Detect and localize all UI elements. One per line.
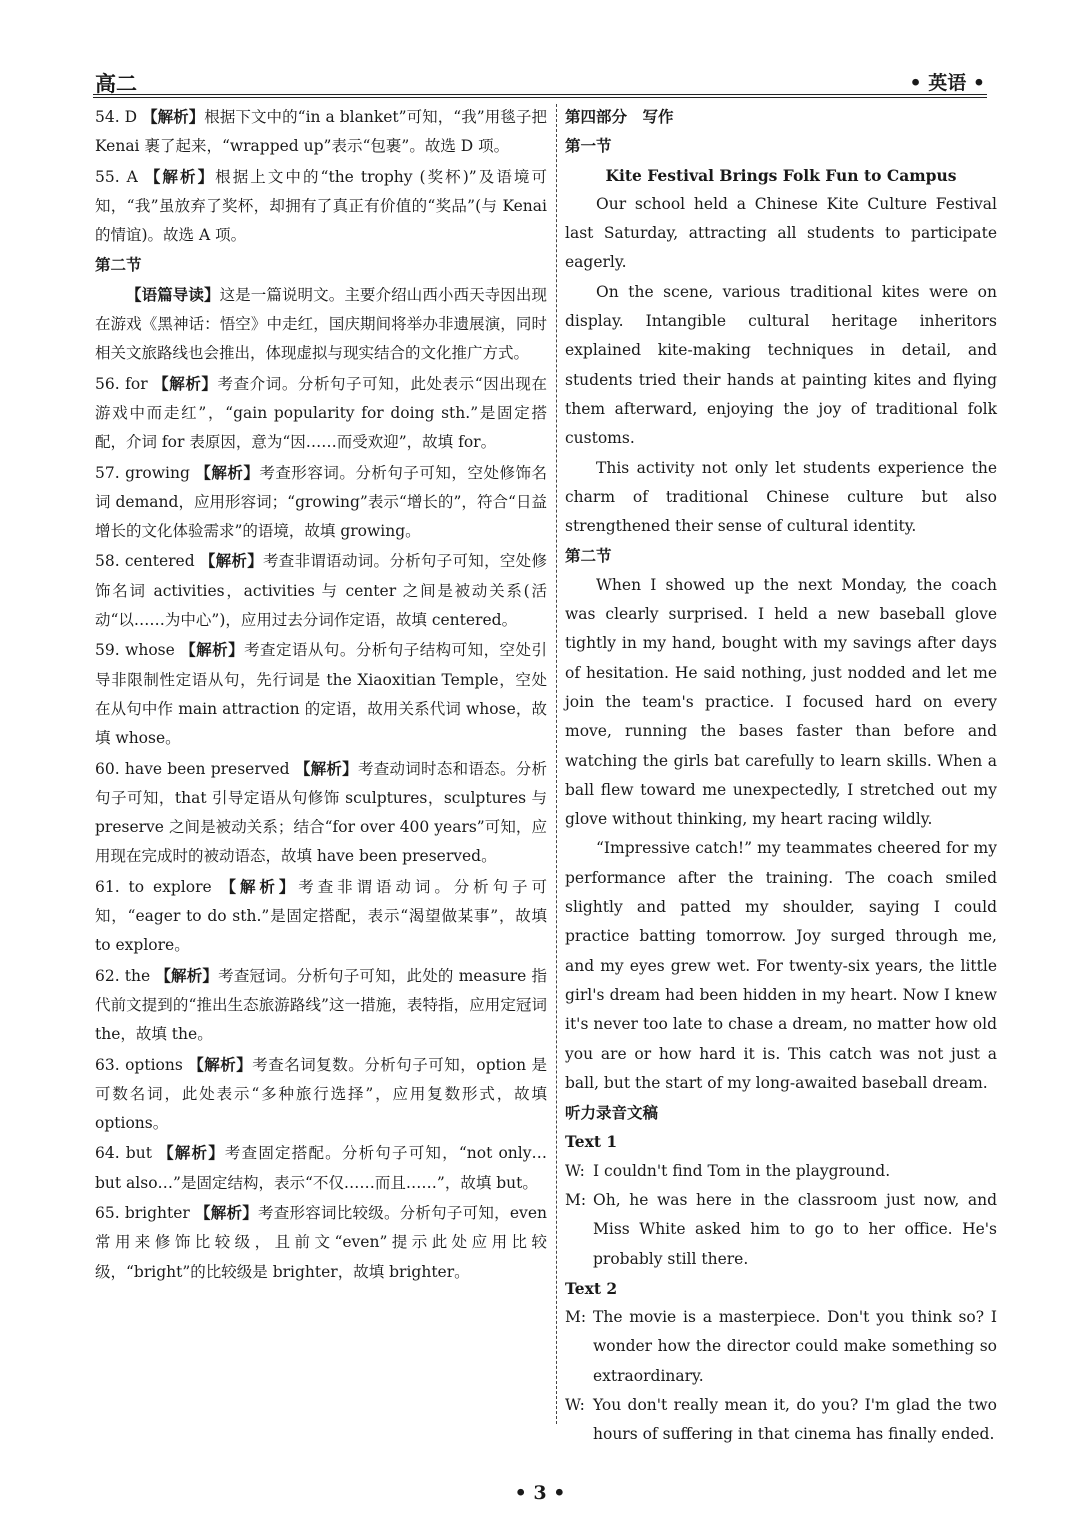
item-answer: brighter: [124, 1203, 190, 1222]
item-answer: to explore: [128, 877, 212, 896]
column-divider: [556, 104, 557, 1424]
answer-item-56: [95, 369, 547, 458]
subject-label: • 英语 •: [909, 72, 985, 94]
essay1-paragraph: Our school held a Chinese Kite Culture Festival last Saturday, attracting all students to participate eagerly.: [565, 194, 997, 272]
page-number: • 3 •: [514, 1482, 566, 1504]
essay2-paragraph: When I showed up the next Monday, the coach was clearly surprised. I held a new baseball glove tightly in my hand, bought with my savings after days of hesitation. He said nothing, just nodded and let me join the team's practice. I focused hard on every move, running the bases faster than before and watching the girls bat carefully to learn skills. When a ball flew toward me unexpectedly, I stretched out my glove without thinking, my heart racing wildly.: [565, 575, 997, 829]
dialogue-text: The movie is a masterpiece. Don't you think so? I wonder how the director could make something so extraordinary.: [593, 1308, 997, 1385]
page-header: [93, 64, 987, 94]
item-number: 55.: [95, 167, 120, 186]
dialogue-text: You don't really mean it, do you? I'm glad the two hours of suffering in that cinema has finally ended.: [593, 1396, 997, 1444]
analysis-tag: 【解析】: [294, 758, 358, 778]
essay2-paragraph: “Impressive catch!” my teammates cheered for my performance after the training. The coach smiled slightly and patted my shoulder, saying I could practice batting tomorrow. Joy surged through me, and my eyes grew wet. For twenty-six years, the little girl's dream had been hidden in my heart. Now I knew it's never too late to chase a dream, no matter how old you are or how hard it is. This catch was not just a ball, but the start of my long-awaited baseball dream.: [565, 839, 997, 1092]
analysis-text: 考查名词复数。分析句子可知，option 是可数名词，此处表示“多种旅行选择”，应用复数形式，故填 options。: [95, 1055, 547, 1133]
listening-script-title: 听力录音文稿: [565, 1103, 659, 1123]
item-number: 57.: [95, 463, 120, 482]
guide-text: 这是一篇说明文。主要介绍山西小西天寺因出现在游戏《黑神话：悟空》中走红，国庆期间将举办非遗展演，同时相关文旅路线也会推出，体现虚拟与现实结合的文化推广方式。: [95, 285, 547, 363]
dialogue-line: [565, 1157, 997, 1186]
dialogue-line: [565, 1186, 997, 1274]
analysis-tag: 【解析】: [144, 166, 216, 186]
item-answer: A: [126, 167, 138, 186]
answer-item-65: [95, 1198, 547, 1287]
item-answer: growing: [125, 463, 190, 482]
analysis-text: 考查非谓语动词。分析句子可知，空处修饰名词 activities，activities 与 center 之间是被动关系(活动“以……为中心”)，应用过去分词作定语，故填 centered。: [95, 552, 547, 630]
item-number: 58.: [95, 552, 120, 571]
analysis-text: 考查动词时态和语态。分析句子可知，that 引导定语从句修饰 sculptures，sculptures 与 preserve 之间是被动关系；结合“for over 400 years”可知，应用现在完成时的被动语态，故填 have been preserved。: [95, 759, 547, 866]
analysis-text: 考查冠词。分析句子可知，此处的 measure 指代前文提到的“推出生态旅游路线”这一措施，表特指，应用定冠词 the，故填 the。: [95, 966, 547, 1044]
writing-section-1-title: 第一节: [565, 136, 612, 156]
guide-tag: 【语篇导读】: [126, 284, 220, 304]
analysis-text: 考查定语从句。分析句子结构可知，空处引导非限制性定语从句，先行词是 the Xiaoxitian Temple，空处在从句中作 main attraction 的定语，故用关系代词 whose，故填 whose。: [95, 641, 547, 748]
analysis-text: 考查介词。分析句子可知，此处表示“因出现在游戏中而走红”，“gain popularity for doing sth.”是固定搭配，介词 for 表原因，意为“因……而受欢迎”，故填 for。: [95, 374, 547, 452]
analysis-tag: 【解析】: [195, 462, 260, 482]
text-label: Text 2: [565, 1278, 618, 1298]
item-answer: options: [125, 1055, 183, 1074]
analysis-text: 根据上文中的“the trophy (奖杯)”及语境可知，“我”虽放弃了奖杯，却拥有了真正有价值的“奖品”(与 Kenai 的情谊)。故选 A 项。: [95, 167, 547, 245]
analysis-text: 考查形容词比较级。分析句子可知，even 常用来修饰比较级，且前文“even”提示此处应用比较级，“bright”的比较级是 brighter，故填 brighter。: [95, 1203, 547, 1281]
essay1-paragraph: This activity not only let students experience the charm of traditional Chinese culture but also strengthened their sense of cultural identity.: [565, 458, 997, 536]
item-answer: centered: [124, 552, 195, 571]
item-number: 63.: [95, 1055, 120, 1074]
item-number: 65.: [95, 1203, 120, 1222]
part-4-title: 第四部分 写作: [565, 107, 674, 126]
answer-item-61: [95, 872, 547, 961]
answer-item-57: [95, 458, 547, 547]
answer-item-58: [95, 546, 547, 635]
writing-section-2-title: 第二节: [565, 546, 612, 566]
analysis-tag: 【解析】: [220, 876, 299, 896]
text-label: Text 1: [565, 1132, 618, 1152]
section-2-title: 第二节: [95, 255, 142, 275]
answer-item-60: [95, 754, 547, 872]
answer-item-63: [95, 1050, 547, 1139]
answer-item-54: [95, 102, 547, 162]
item-number: 56.: [95, 374, 120, 393]
analysis-tag: 【解析】: [188, 1054, 253, 1074]
analysis-text: 根据下文中的“in a blanket”可知，“我”用毯子把 Kenai 裹了起来，“wrapped up”表示“包裹”。故选 D 项。: [95, 108, 547, 156]
essay1-paragraph: On the scene, various traditional kites were on display. Intangible cultural heritage inheritors explained kite-making techniques in detail, and students tried their hands at painting kites and flying them afterward, enjoying the joy of traditional folk customs.: [565, 282, 997, 448]
header-rule: [93, 94, 987, 98]
speaker-label: M:: [565, 1190, 587, 1209]
item-number: 54.: [95, 108, 120, 126]
answer-item-55: [95, 162, 547, 251]
item-number: 59.: [95, 641, 120, 660]
item-answer: have been preserved: [124, 759, 290, 778]
item-number: 62.: [95, 966, 120, 985]
item-answer: for: [125, 374, 148, 393]
analysis-tag: 【解析】: [199, 551, 264, 571]
item-number: 60.: [95, 759, 120, 778]
item-number: 61.: [95, 877, 120, 896]
speaker-label: W:: [565, 1161, 585, 1180]
analysis-tag: 【解析】: [195, 1202, 258, 1222]
speaker-label: M:: [565, 1308, 587, 1327]
dialogue-line: [565, 1391, 997, 1450]
item-answer: but: [125, 1144, 152, 1163]
item-answer: D: [124, 108, 138, 126]
dialogue-text: Oh, he was here in the classroom just now, and Miss White asked him to go to her office. He's probably still there.: [593, 1190, 997, 1268]
analysis-tag: 【解析】: [158, 1143, 225, 1163]
answer-item-62: [95, 961, 547, 1050]
left-column: [95, 102, 547, 1287]
item-number: 64.: [95, 1144, 120, 1163]
answer-item-64: [95, 1138, 547, 1198]
item-answer: whose: [125, 641, 175, 660]
passage-guide: [95, 280, 547, 369]
dialogue-text: I couldn't find Tom in the playground.: [593, 1161, 891, 1180]
answer-item-59: [95, 635, 547, 753]
item-answer: the: [124, 966, 151, 985]
analysis-tag: 【解析】: [142, 107, 205, 126]
analysis-text: 考查形容词。分析句子可知，空处修饰名词 demand，应用形容词；“growing”表示“增长的”，符合“日益增长的文化体验需求”的语境，故填 growing。: [95, 463, 547, 541]
analysis-text: 考查固定搭配。分析句子可知，“not only…but also…”是固定结构，表示“不仅……而且……”，故填 but。: [95, 1144, 547, 1192]
right-column: [565, 102, 997, 1450]
analysis-tag: 【解析】: [180, 640, 245, 660]
analysis-text: 考查非谓语动词。分析句子可知，“eager to do sth.”是固定搭配，表示“渴望做某事”，故填 to explore。: [95, 877, 547, 955]
essay-title: Kite Festival Brings Folk Fun to Campus: [605, 165, 957, 185]
speaker-label: W:: [565, 1396, 585, 1415]
dialogue-line: [565, 1303, 997, 1391]
analysis-tag: 【解析】: [153, 373, 218, 393]
analysis-tag: 【解析】: [155, 965, 219, 985]
grade-label: 高二: [95, 71, 137, 96]
